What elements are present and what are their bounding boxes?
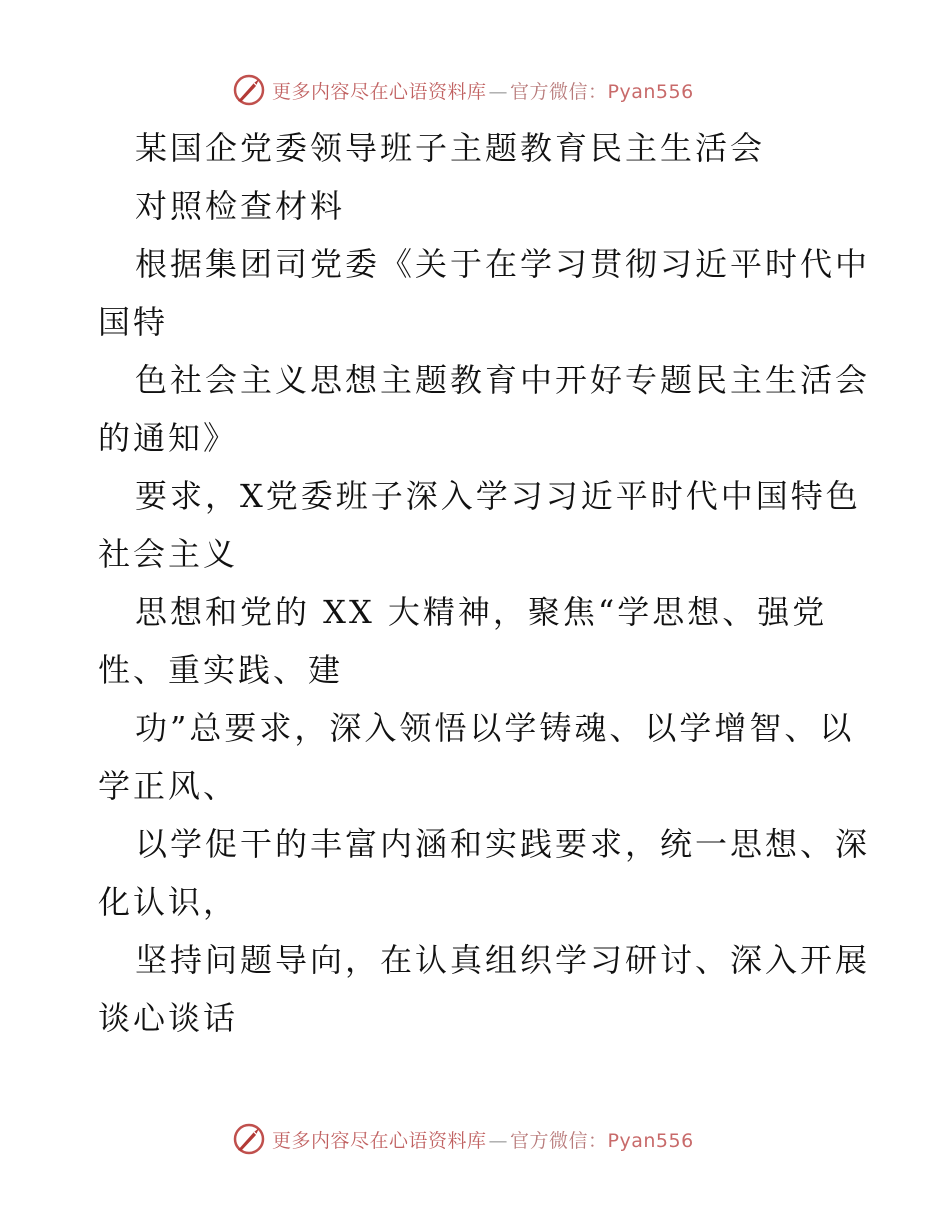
- doc-line: 谈心谈话: [98, 999, 239, 1037]
- quill-pen-logo-icon: [232, 73, 266, 107]
- footer-banner-text: [272, 1126, 694, 1153]
- doc-line: 要求，X党委班子深入学习习近平时代中国特色: [135, 477, 861, 515]
- doc-line: 学正风、: [98, 767, 239, 805]
- header-banner: [232, 72, 752, 108]
- doc-line: 性、重实践、建: [98, 651, 344, 689]
- footer-banner: [232, 1121, 752, 1157]
- footer-banner-id: Pyan556: [607, 1129, 694, 1152]
- header-banner-main: 更多内容尽在心语资料库: [272, 80, 487, 103]
- footer-banner-main: 更多内容尽在心语资料库: [272, 1129, 487, 1152]
- doc-line: 社会主义: [98, 535, 239, 573]
- footer-banner-dash: —: [488, 1129, 509, 1152]
- header-banner-label: 官方微信：: [510, 80, 608, 103]
- doc-line: 某国企党委领导班子主题教育民主生活会: [135, 129, 766, 167]
- doc-line: 化认识，: [98, 883, 239, 921]
- doc-line: 以学促干的丰富内涵和实践要求，统一思想、深: [135, 825, 871, 863]
- doc-line: 思想和党的 XX 大精神，聚焦“学思想、强党: [135, 593, 828, 631]
- header-banner-id: Pyan556: [607, 80, 694, 103]
- footer-banner-label: 官方微信：: [510, 1129, 608, 1152]
- header-banner-text: [272, 77, 694, 104]
- doc-line: 国特: [98, 303, 169, 341]
- doc-line: 根据集团司党委《关于在学习贯彻习近平时代中: [135, 245, 871, 283]
- doc-line: 功”总要求，深入领悟以学铸魂、以学增智、以: [135, 709, 855, 747]
- doc-line: 对照检查材料: [135, 187, 346, 225]
- header-banner-dash: —: [488, 80, 509, 103]
- doc-line: 的通知》: [98, 419, 239, 457]
- doc-line: 色社会主义思想主题教育中开好专题民主生活会: [135, 361, 871, 399]
- quill-pen-logo-icon: [232, 1122, 266, 1156]
- doc-line: 坚持问题导向，在认真组织学习研讨、深入开展: [135, 941, 871, 979]
